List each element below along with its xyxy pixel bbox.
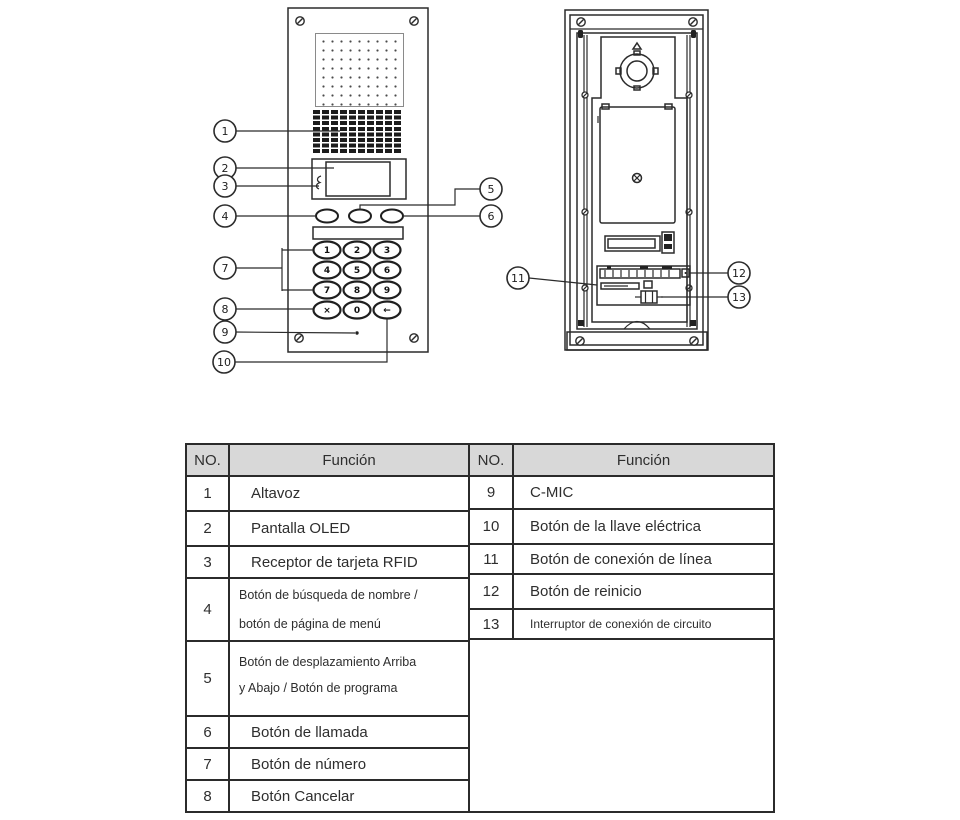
svg-text:11: 11 bbox=[511, 272, 525, 285]
row-function: Receptor de tarjeta RFID bbox=[251, 553, 418, 571]
table-row bbox=[187, 512, 468, 547]
callout-7 bbox=[214, 257, 236, 279]
svg-text:7: 7 bbox=[221, 262, 229, 275]
row-function: Botón de número bbox=[251, 755, 367, 773]
row-function: Botón de desplazamiento Arriba y Abajo / Botón de programa bbox=[239, 655, 417, 695]
row-no: 6 bbox=[187, 717, 230, 747]
row-no: 3 bbox=[187, 547, 230, 577]
header-no: NO. bbox=[470, 445, 514, 475]
table-row bbox=[187, 477, 468, 512]
row-no: 9 bbox=[470, 477, 514, 508]
table-row bbox=[187, 642, 468, 717]
keypad-button bbox=[344, 282, 371, 299]
svg-text:2: 2 bbox=[221, 162, 229, 175]
circuit-switch bbox=[635, 291, 663, 303]
screw-icon bbox=[582, 92, 588, 98]
row-no: 10 bbox=[470, 510, 514, 543]
keypad-button bbox=[314, 242, 341, 259]
table-right-half bbox=[470, 445, 773, 811]
screw-icon bbox=[295, 334, 303, 342]
svg-text:13: 13 bbox=[732, 291, 746, 304]
screw-icon bbox=[686, 92, 692, 98]
table-row bbox=[187, 579, 468, 642]
keypad-button bbox=[374, 262, 401, 279]
callout-11 bbox=[507, 267, 529, 289]
svg-text:2: 2 bbox=[353, 246, 361, 256]
screw-icon bbox=[410, 334, 418, 342]
rear-door-panel bbox=[598, 104, 675, 223]
search-name-button bbox=[316, 210, 338, 223]
svg-text:9: 9 bbox=[221, 326, 229, 339]
keypad-button bbox=[314, 282, 341, 299]
front-panel-diagram bbox=[288, 8, 428, 352]
screw-icon bbox=[582, 285, 588, 291]
svg-text:9: 9 bbox=[383, 286, 391, 296]
terminal-block-area bbox=[597, 266, 690, 305]
screw-icon bbox=[690, 337, 698, 345]
table-row bbox=[470, 610, 773, 640]
side-connector bbox=[662, 232, 674, 253]
row-no: 11 bbox=[470, 545, 514, 573]
cancel-button bbox=[314, 302, 341, 319]
line-connection-terminal bbox=[600, 269, 680, 278]
row-function: Botón de reinicio bbox=[530, 583, 642, 600]
callout-9 bbox=[214, 321, 236, 343]
screw-icon bbox=[296, 17, 304, 25]
row-function: Botón de conexión de línea bbox=[530, 550, 712, 568]
row-function: Interruptor de conexión de circuito bbox=[530, 617, 712, 631]
screw-icon bbox=[689, 18, 697, 26]
row-function: Botón de llamada bbox=[251, 723, 368, 741]
scroll-program-button bbox=[349, 210, 371, 223]
svg-text:←: ← bbox=[383, 306, 391, 316]
inner-panel-outline bbox=[592, 37, 687, 322]
row-function: Botón de la llave eléctrica bbox=[530, 518, 701, 535]
svg-text:8: 8 bbox=[353, 286, 361, 296]
row-no: 2 bbox=[187, 512, 230, 545]
screw-icon bbox=[576, 337, 584, 345]
screw-icon bbox=[582, 209, 588, 215]
header-no: NO. bbox=[187, 445, 230, 475]
callout-8 bbox=[214, 298, 236, 320]
header-funcion: Función bbox=[616, 451, 671, 469]
slot-bar bbox=[313, 227, 403, 239]
svg-text:3: 3 bbox=[221, 180, 229, 193]
row-no: 12 bbox=[470, 575, 514, 608]
speaker-mount bbox=[616, 43, 658, 90]
keypad-button bbox=[314, 262, 341, 279]
keypad-button bbox=[344, 302, 371, 319]
row-function: Botón Cancelar bbox=[251, 787, 355, 805]
row-function: Pantalla OLED bbox=[251, 520, 351, 537]
table-row bbox=[470, 477, 773, 510]
svg-text:10: 10 bbox=[217, 356, 231, 369]
callout-4 bbox=[214, 205, 236, 227]
svg-text:0: 0 bbox=[353, 306, 361, 316]
callout-12 bbox=[728, 262, 750, 284]
svg-text:×: × bbox=[323, 306, 331, 316]
row-function: Botón de búsqueda de nombre / botón de página de menú bbox=[239, 587, 418, 631]
cmic-hole bbox=[355, 331, 358, 334]
callout-13 bbox=[728, 286, 750, 308]
screw-icon bbox=[410, 17, 418, 25]
keypad-button bbox=[374, 282, 401, 299]
row-no: 4 bbox=[187, 579, 230, 640]
table-left-half bbox=[187, 445, 470, 811]
header-funcion: Función bbox=[322, 451, 376, 469]
call-button bbox=[381, 210, 403, 223]
svg-text:5: 5 bbox=[487, 183, 495, 196]
keypad-button bbox=[374, 242, 401, 259]
table-row bbox=[187, 547, 468, 579]
row-no: 13 bbox=[470, 610, 514, 638]
callout-10 bbox=[213, 351, 235, 373]
table-header bbox=[470, 445, 773, 477]
table-row bbox=[187, 749, 468, 781]
svg-text:3: 3 bbox=[383, 246, 391, 256]
row-no: 8 bbox=[187, 781, 230, 811]
table-empty-cell bbox=[470, 640, 773, 811]
rfid-card-icon bbox=[316, 176, 321, 189]
screw-icon bbox=[577, 18, 585, 26]
oled-display bbox=[326, 162, 390, 196]
svg-text:1: 1 bbox=[323, 246, 331, 256]
row-function: Altavoz bbox=[251, 485, 301, 502]
callout-5 bbox=[480, 178, 502, 200]
electric-key-button bbox=[374, 302, 401, 319]
svg-text:6: 6 bbox=[487, 210, 495, 223]
keypad bbox=[314, 242, 401, 319]
front-panel-outline bbox=[288, 8, 428, 352]
table-header bbox=[187, 445, 468, 477]
callout-lines bbox=[233, 131, 728, 362]
svg-text:7: 7 bbox=[323, 286, 331, 296]
callout-6 bbox=[480, 205, 502, 227]
svg-text:5: 5 bbox=[353, 266, 361, 276]
svg-text:8: 8 bbox=[221, 303, 229, 316]
row-no: 5 bbox=[187, 642, 230, 715]
svg-text:12: 12 bbox=[732, 267, 746, 280]
callout-1 bbox=[214, 120, 236, 142]
svg-text:4: 4 bbox=[221, 210, 229, 223]
svg-text:6: 6 bbox=[383, 266, 391, 276]
row-no: 7 bbox=[187, 749, 230, 779]
callout-3 bbox=[214, 175, 236, 197]
row-function: C-MIC bbox=[530, 484, 574, 501]
bottom-flange bbox=[567, 332, 707, 350]
keypad-button bbox=[344, 242, 371, 259]
table-row bbox=[187, 781, 468, 811]
table-row bbox=[187, 717, 468, 749]
function-table bbox=[185, 443, 775, 813]
table-row bbox=[470, 575, 773, 610]
row-no: 1 bbox=[187, 477, 230, 510]
table-row bbox=[470, 545, 773, 575]
table-row bbox=[470, 510, 773, 545]
rear-panel-diagram bbox=[565, 10, 708, 350]
keypad-button bbox=[344, 262, 371, 279]
svg-text:1: 1 bbox=[221, 125, 229, 138]
svg-text:4: 4 bbox=[323, 266, 331, 276]
